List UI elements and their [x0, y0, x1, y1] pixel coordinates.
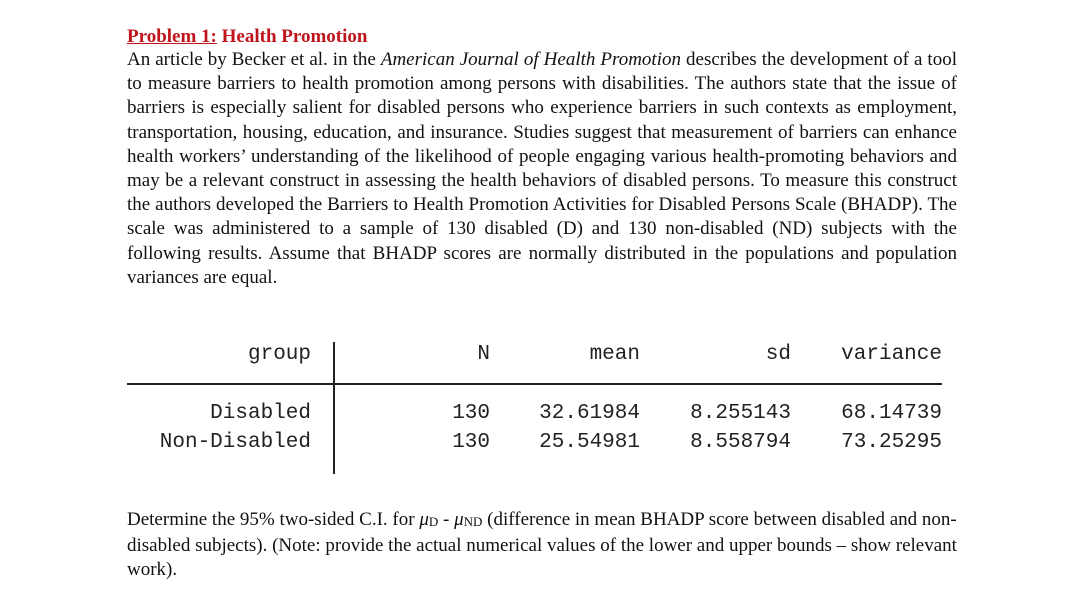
intro-text-start: An article by Becker et al. in the — [127, 49, 381, 70]
row-nondisabled-mean: 25.54981 — [539, 431, 640, 454]
row-nondisabled-group: Non-Disabled — [159, 431, 311, 454]
header-sd: sd — [765, 343, 791, 366]
journal-name: American Journal of Health Promotion — [380, 49, 681, 70]
mu-nd-symbol: μ — [454, 509, 464, 530]
question-text-start: Determine the 95% two-sided C.I. for — [127, 509, 420, 530]
mu-d-symbol: μ — [419, 509, 429, 530]
problem-title: Health Promotion — [221, 26, 368, 47]
row-disabled-variance: 68.14739 — [841, 402, 942, 425]
intro-text-end: describes the development of a tool to measure barriers to health promotion among persons with disabilities. The authors state that the issue of barriers is especially salient for disabled persons who experience barriers in such contexts as employment, transportation, housing, education, and insurance. Studies suggest that measurement of barriers can enhance health workers’ understanding of the likelihood of people engaging various health-promoting behaviors and may be a relevant construct in assessing the health behaviors of disabled persons. To measure this construct the authors developed the Barriers to Health Promotion Activities for Disabled Persons Scale (BHADP). The scale was administered to a sample of 130 disabled (D) and 130 non-disabled (ND) subjects with the following results. Assume that BHADP scores are normally distributed in the populations and population variances are equal. — [127, 49, 957, 288]
row-disabled-sd: 8.255143 — [690, 402, 791, 425]
header-mean: mean — [589, 343, 640, 366]
table-horizontal-divider — [127, 383, 942, 385]
problem-heading — [127, 26, 957, 48]
mu-d-subscript: D — [428, 514, 439, 529]
document-body — [127, 26, 957, 290]
minus-sign: - — [438, 509, 455, 530]
mu-nd-subscript: ND — [463, 514, 483, 529]
question-paragraph — [127, 508, 957, 582]
stats-table — [127, 340, 942, 475]
problem-label: Problem 1: — [127, 26, 217, 47]
row-disabled-n: 130 — [452, 402, 490, 425]
table-vertical-divider — [333, 342, 335, 474]
header-n: N — [477, 343, 490, 366]
row-nondisabled-sd: 8.558794 — [690, 431, 791, 454]
header-variance: variance — [841, 343, 942, 366]
row-nondisabled-variance: 73.25295 — [841, 431, 942, 454]
row-disabled-mean: 32.61984 — [539, 402, 640, 425]
row-nondisabled-n: 130 — [452, 431, 490, 454]
question-text-end: (difference in mean BHADP score between disabled and non-disabled subjects). (Note: provide the actual numerical values of the lower and upper bounds – show relevant work). — [127, 509, 957, 580]
header-group: group — [247, 343, 311, 366]
row-disabled-group: Disabled — [210, 402, 311, 425]
intro-paragraph — [127, 48, 957, 290]
